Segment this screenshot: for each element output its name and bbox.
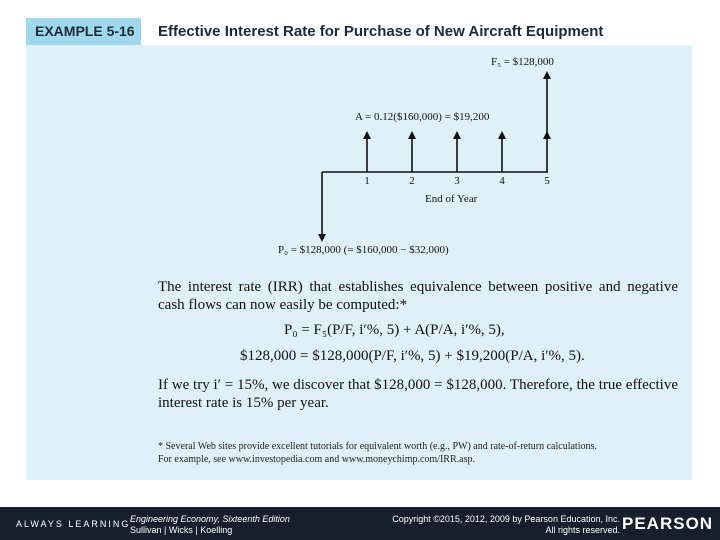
- pearson-logo: PEARSON: [622, 514, 714, 533]
- example-label: EXAMPLE 5-16: [26, 18, 141, 45]
- annuity-label: A = 0.12($160,000) = $19,200: [355, 111, 490, 123]
- year-tick-5: 5: [544, 175, 550, 187]
- year-tick-2: 2: [409, 175, 415, 187]
- year-tick-1: 1: [364, 175, 370, 187]
- example-title: Effective Interest Rate for Purchase of New Aircraft Equipment: [158, 23, 604, 40]
- year-tick-4: 4: [499, 175, 505, 187]
- f5-label: F₅ = $128,000: [491, 56, 554, 68]
- year-tick-3: 3: [454, 175, 460, 187]
- authors: Sullivan | Wicks | Koelling: [130, 525, 233, 535]
- book-title: Engineering Economy, Sixteenth Edition: [130, 514, 290, 524]
- copyright-line: Copyright ©2015, 2012, 2009 by Pearson Education, Inc.: [392, 514, 620, 524]
- equation-1: P₀ = F₅(P/F, i′%, 5) + A(P/A, i′%, 5),: [284, 322, 505, 338]
- footnote: [158, 440, 678, 466]
- footnote-line-2: For example, see www.investopedia.com and www.moneychimp.com/IRR.asp.: [158, 454, 475, 465]
- rights-line: All rights reserved.: [545, 525, 620, 535]
- equation-2: $128,000 = $128,000(P/F, i′%, 5) + $19,200(P/A, i′%, 5).: [240, 348, 585, 364]
- axis-label: End of Year: [425, 193, 478, 205]
- always-learning-brand: ALWAYS LEARNING: [16, 519, 131, 529]
- p0-label: P₀ = $128,000 (= $160,000 − $32,000): [278, 244, 449, 256]
- conclusion-paragraph: If we try i′ = 15%, we discover that $128,000 = $128,000. Therefore, the true effective interest rate is 15% per year.: [158, 377, 678, 411]
- copyright: [392, 514, 620, 536]
- footnote-line-1: * Several Web sites provide excellent tutorials for equivalent worth (e.g., PW) and rate-of-return calculations.: [158, 441, 597, 452]
- intro-text: The interest rate (IRR) that establishes equivalence between positive and negative cash flows can now easily be computed:*: [158, 279, 678, 313]
- intro-paragraph: [158, 278, 678, 314]
- book-info: [130, 514, 290, 536]
